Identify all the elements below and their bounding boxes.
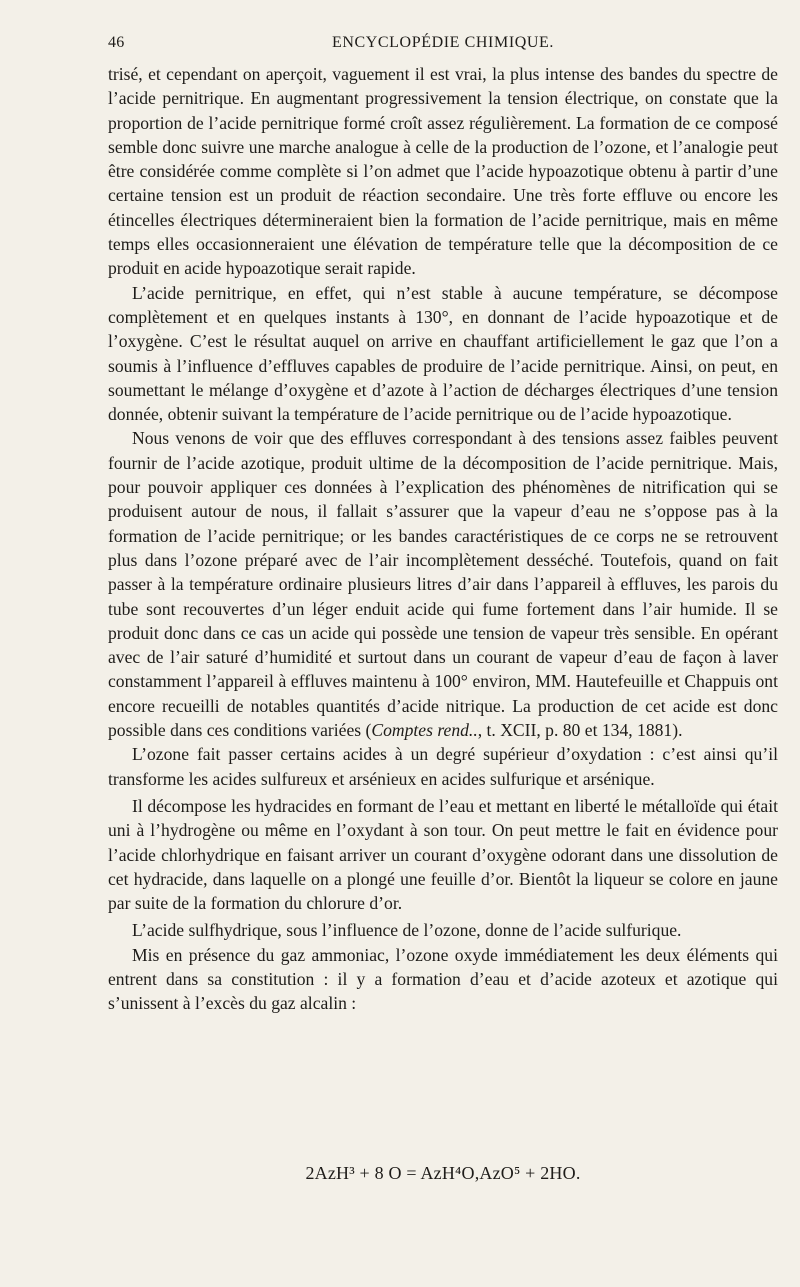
paragraph-3 xyxy=(108,426,778,742)
citation-details: , t. XCII, p. 80 et 134, 1881). xyxy=(477,720,683,741)
paragraph-1: trisé, et cependant on aperçoit, vaguement il est vrai, la plus intense des bandes du spectre de l’acide pernitrique. En augmentant progressivement la tension électrique, on constate que la proportion de l’acide pernitrique formé croît assez régulièrement. La formation de ce composé semble donc suivre une marche analogue à celle de la production de l’ozone, et l’analogie peut être considérée comme complète si l’on admet que l’acide hypoazotique obtenu à partir d’une certaine tension est un produit de réaction secondaire. Une très forte effluve ou encore les étincelles électriques détermineraient bien la formation de l’acide pernitrique, mais en même temps elles occasionneraient une élévation de température telle que la décomposition de ce produit en acide hypoazotique serait rapide. xyxy=(108,64,778,279)
chemical-equation: 2AzH³ + 8 O = AzH⁴O,AzO⁵ + 2HO. xyxy=(305,1163,581,1183)
citation-journal: Comptes rend.. xyxy=(371,720,478,741)
page-number: 46 xyxy=(108,34,125,51)
paragraph-3-text: Nous venons de voir que des effluves correspondant à des tensions assez faibles peuvent fournir de l’acide azotique, produit ultime de la décomposition de l’acide pernitrique. Mais, pour pouvoir appliquer ces données à l’explication des phénomènes de nitrification qui se produisent autour de nous, il fallait s’assurer que la vapeur d’eau ne s’oppose pas à la formation de l’acide pernitrique; or les bandes caractéristiques de ce corps ne se retrouvent plus dans l’ozone préparé avec de l’air incomplètement desséché. Toutefois, quand on fait passer à la température ordinaire plusieurs litres d’air dans l’appareil à effluves, les parois du tube sont recouvertes d’un léger enduit acide qui fume fortement dans l’air humide. Il se produit donc dans ce cas un acide qui possède une tension de vapeur très sensible. En opérant avec de l’air saturé d’humidité et surtout dans un courant de vapeur d’eau de façon à laver constamment l’appareil à effluves maintenu à 100° environ, MM. Hautefeuille et Chappuis ont encore recueilli de notables quantités d’acide nitrique. La production de cet acide est donc possible dans ces conditions variées ( xyxy=(108,428,778,741)
paragraph-6: L’acide sulfhydrique, sous l’influence de l’ozone, donne de l’acide sulfurique. xyxy=(132,920,682,941)
paragraph-4: L’ozone fait passer certains acides à un degré supérieur d’oxydation : c’est ainsi qu’il transforme les acides sulfureux et arsénieux en acides sulfurique et arsénique. xyxy=(108,744,778,789)
body-text xyxy=(108,62,778,1016)
paragraph-5: Il décompose les hydracides en formant de l’eau et mettant en liberté le métalloïde qui était uni à l’hydrogène ou même en l’oxydant à son tour. On peut mettre le fait en évidence pour l’acide chlorhydrique en faisant arriver un courant d’oxygène odorant dans une dissolution de cet hydracide, dans laquelle on a plongé une feuille d’or. Bientôt la liqueur se colore en jaune par suite de la formation du chlorure d’or. xyxy=(108,795,778,914)
page-header xyxy=(108,34,778,56)
paragraph-2: L’acide pernitrique, en effet, qui n’est stable à aucune température, se décompose complètement et en quelques instants à 130°, en donnant de l’acide hypoazotique et de l’oxygène. C’est le résultat auquel on arrive en chauffant artificiellement le gaz que l’on a soumis à l’influence d’effluves capables de produire de l’acide pernitrique. Ainsi, on peut, en soumettant le mélange d’oxygène et d’azote à l’action de décharges électriques d’une tension donnée, obtenir suivant la température de l’acide pernitrique ou de l’acide hypoazotique. xyxy=(108,282,778,425)
running-title: ENCYCLOPÉDIE CHIMIQUE. xyxy=(331,34,555,51)
paragraph-7: Mis en présence du gaz ammoniac, l’ozone oxyde immédiatement les deux éléments qui entrent dans sa constitution : il y a formation d’eau et d’acide azoteux et azotique qui s’unissent à l’excès du gaz alcalin : xyxy=(108,944,778,1014)
